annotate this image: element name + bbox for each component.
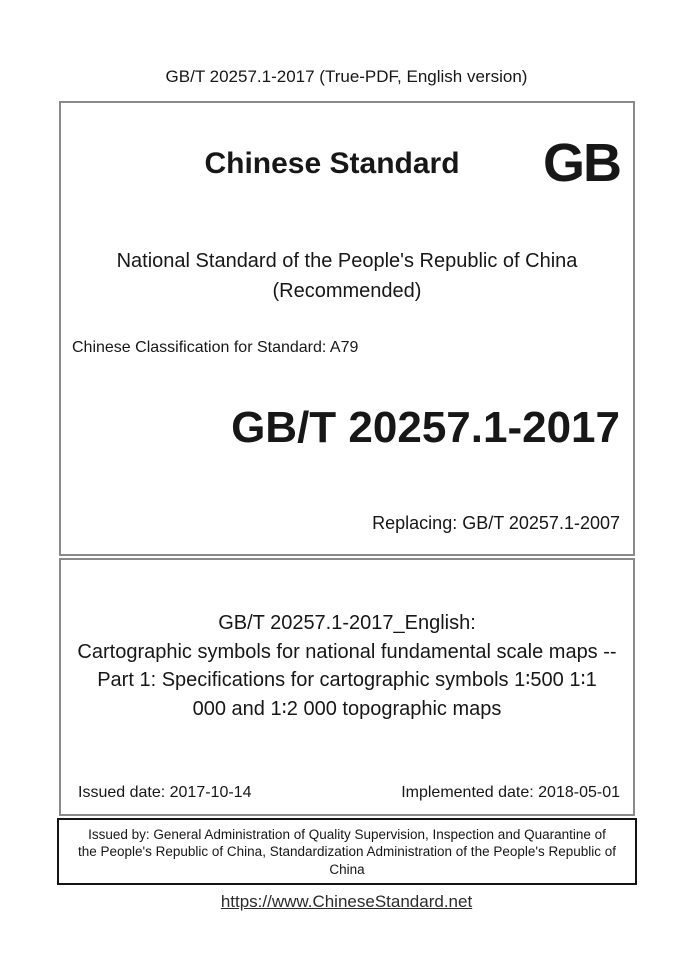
issuer-text — [59, 820, 635, 878]
cover-box — [59, 101, 635, 556]
issuer-line-1: Issued by: General Administration of Quality Supervision, Inspection and Quarantine of — [88, 827, 606, 842]
english-title-line-2: Cartographic symbols for national fundamental scale maps -- — [77, 640, 617, 663]
english-title-line-3: Part 1: Specifications for cartographic symbols 1∶500 1∶1 — [97, 669, 597, 691]
recommended-line: (Recommended) — [272, 280, 422, 302]
brand-title: Chinese Standard — [204, 147, 460, 180]
issuer-line-2: the People's Republic of China, Standardization Administration of the People's Republic of — [78, 844, 616, 860]
issuer-line-3: China — [329, 861, 365, 877]
national-standard-block — [61, 246, 633, 306]
classification-text: Chinese Classification for Standard: A79 — [72, 339, 359, 356]
english-title-block — [61, 609, 633, 723]
english-title-line-1: GB/T 20257.1-2017_English: — [218, 612, 476, 634]
footer — [0, 892, 693, 912]
issued-date: Issued date: 2017-10-14 — [78, 784, 252, 801]
national-standard-line: National Standard of the People's Republic of China — [116, 250, 578, 272]
issuer-box — [57, 818, 637, 885]
implemented-date: Implemented date: 2018-05-01 — [401, 784, 620, 801]
document-header: GB/T 20257.1-2017 (True-PDF, English version) — [165, 67, 528, 86]
gb-logo: GB — [543, 133, 620, 193]
title-box — [59, 558, 635, 816]
footer-link[interactable]: https://www.ChineseStandard.net — [220, 892, 473, 911]
english-title-line-4: 000 and 1∶2 000 topographic maps — [192, 697, 502, 720]
dates-row — [61, 784, 633, 802]
standard-number: GB/T 20257.1-2017 — [231, 403, 620, 452]
replacing-text: Replacing: GB/T 20257.1-2007 — [372, 513, 620, 533]
